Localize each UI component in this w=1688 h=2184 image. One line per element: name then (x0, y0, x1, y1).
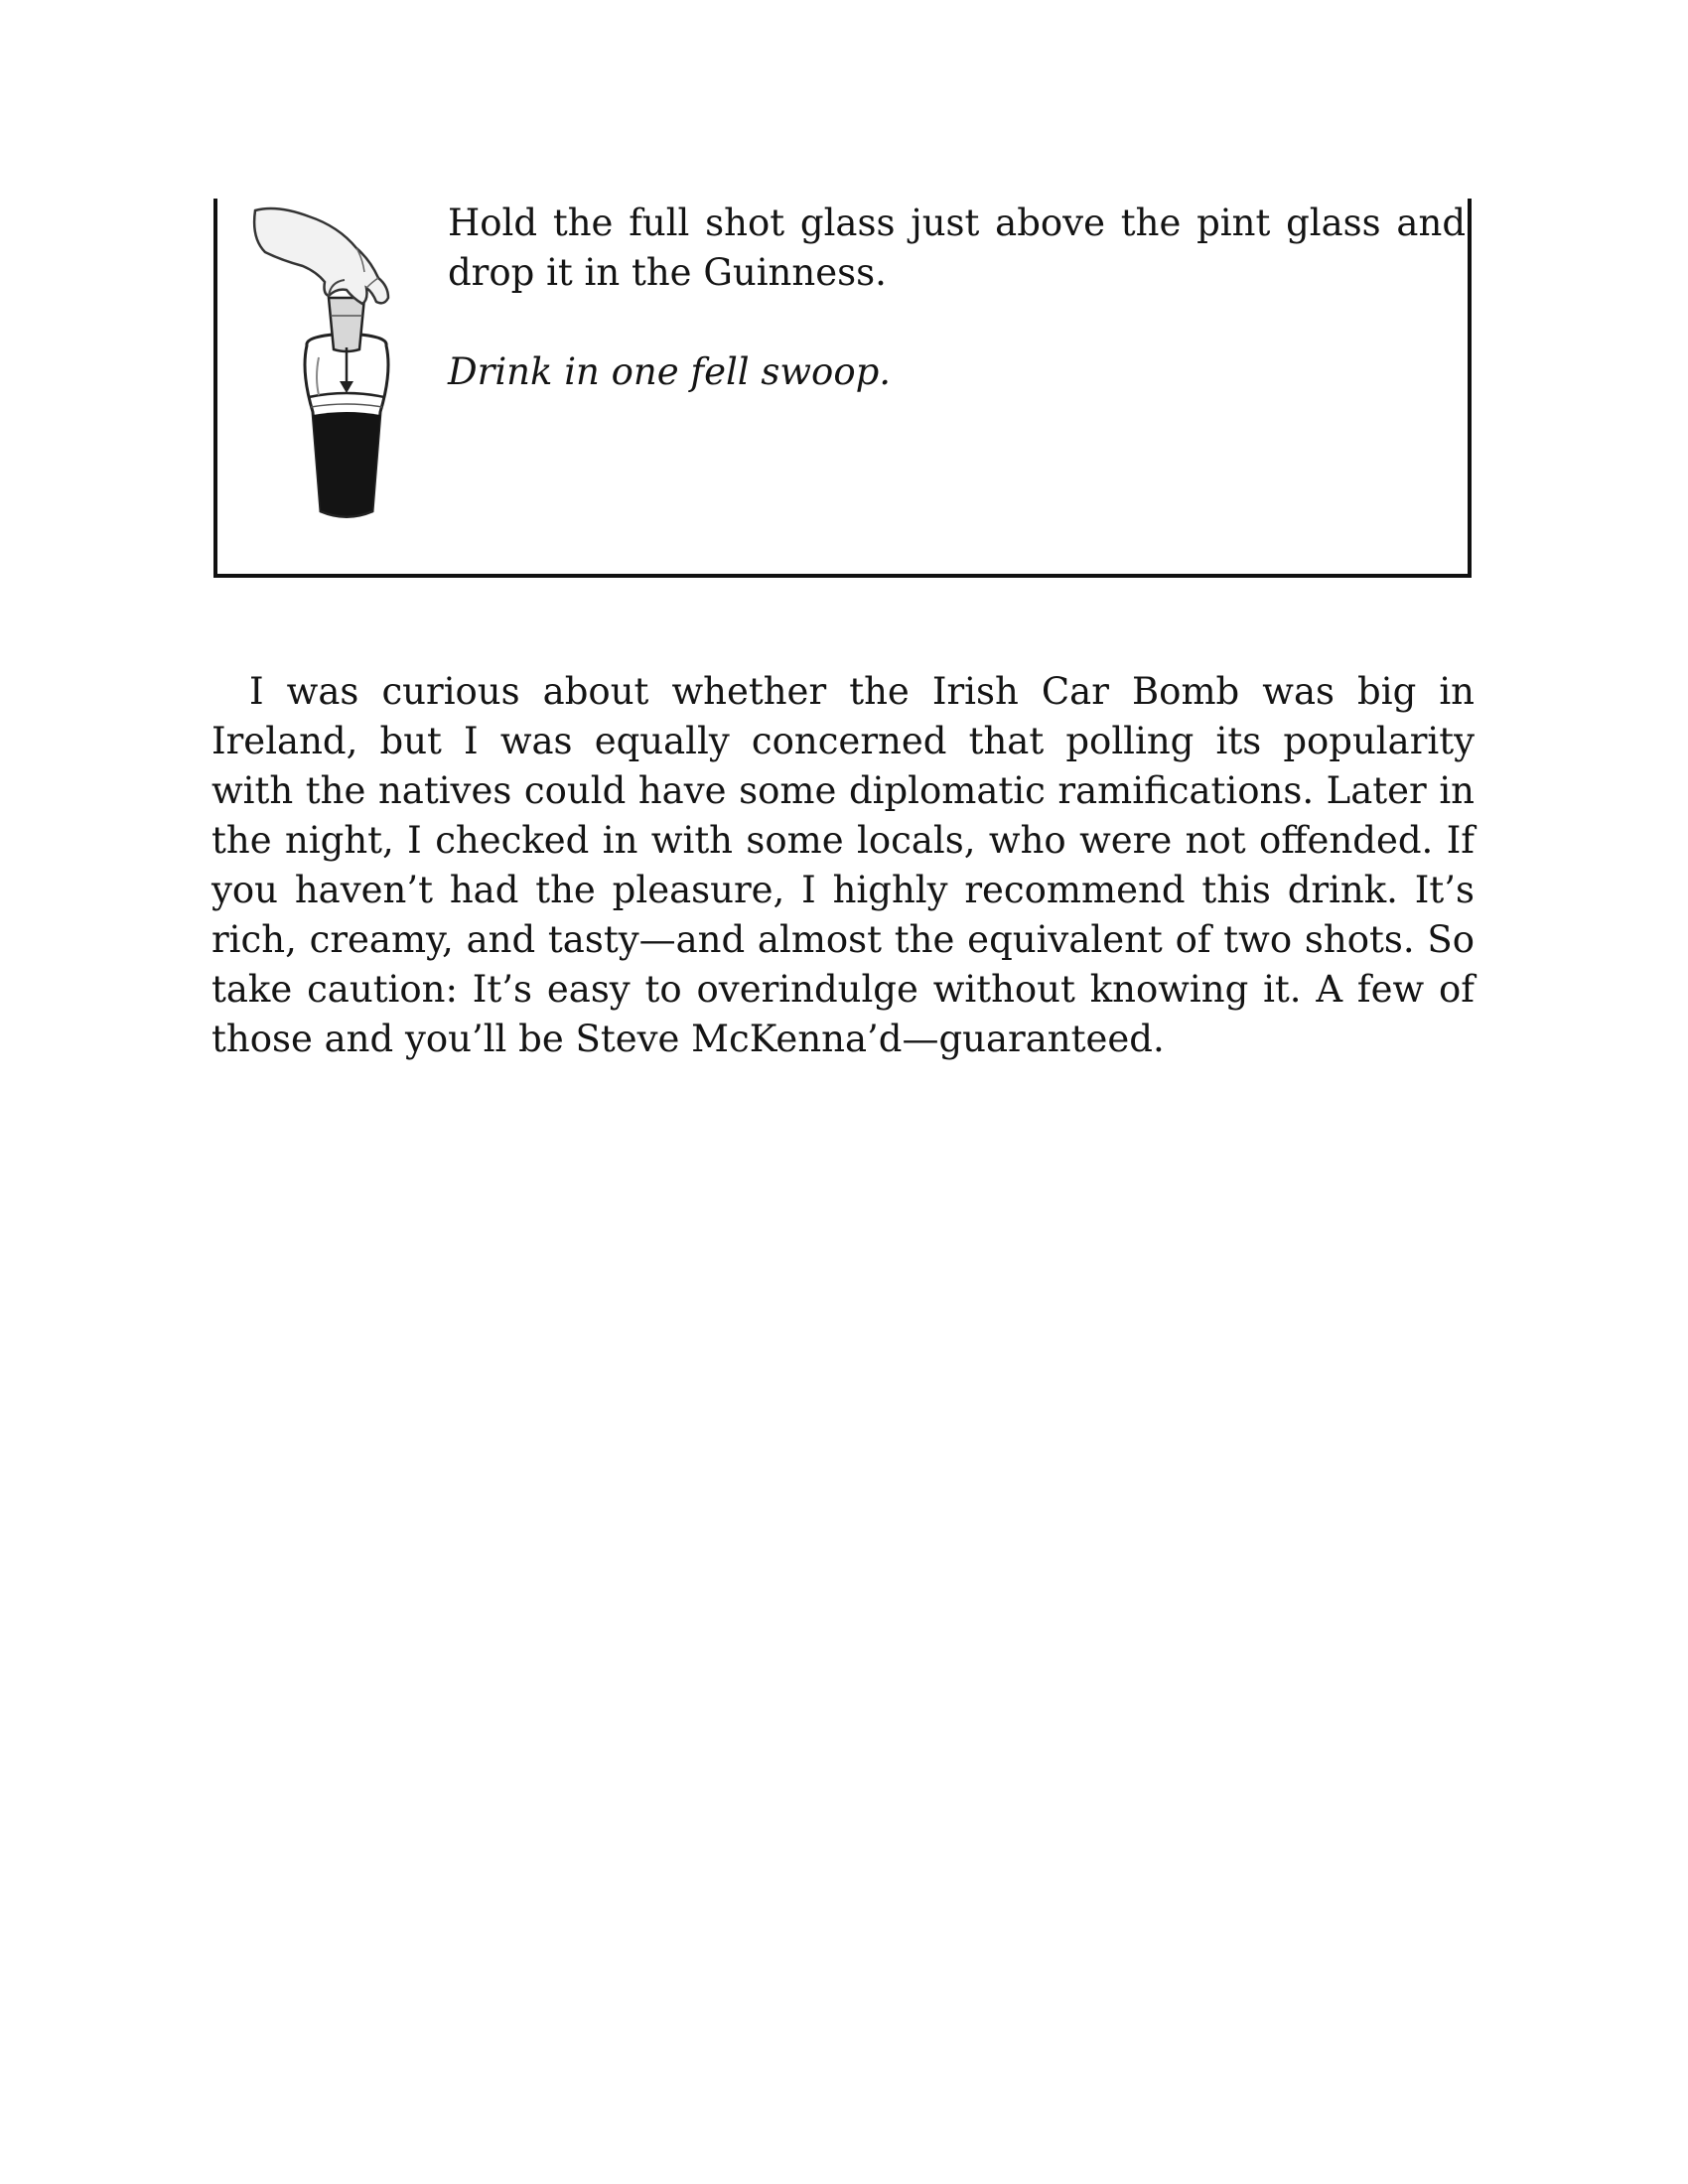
recipe-step-text: Hold the full shot glass just above the pint glass and drop it in the Guinness. (448, 202, 1466, 294)
recipe-step-box (213, 199, 1472, 578)
recipe-final-text: Drink in one fell swoop. (448, 350, 892, 393)
recipe-instructions (448, 199, 1466, 397)
body-paragraph: I was curious about whether the Irish Car Bomb was big in Ireland, but I was equally concerned that polling its popularity with the natives could have some diplomatic ramifications. Later in the night, I checked in with some locals, who were not offended. If you haven’t had the pleasure, I highly recommend this drink. It’s rich, creamy, and tasty—and almost the equivalent of two shots. So take caution: It’s easy to overindulge without knowing it. A few of those and you’ll be Steve McKenna’d—guaranteed. (211, 670, 1475, 1060)
hand-dropping-shot-glass-into-pint-icon (247, 199, 446, 526)
